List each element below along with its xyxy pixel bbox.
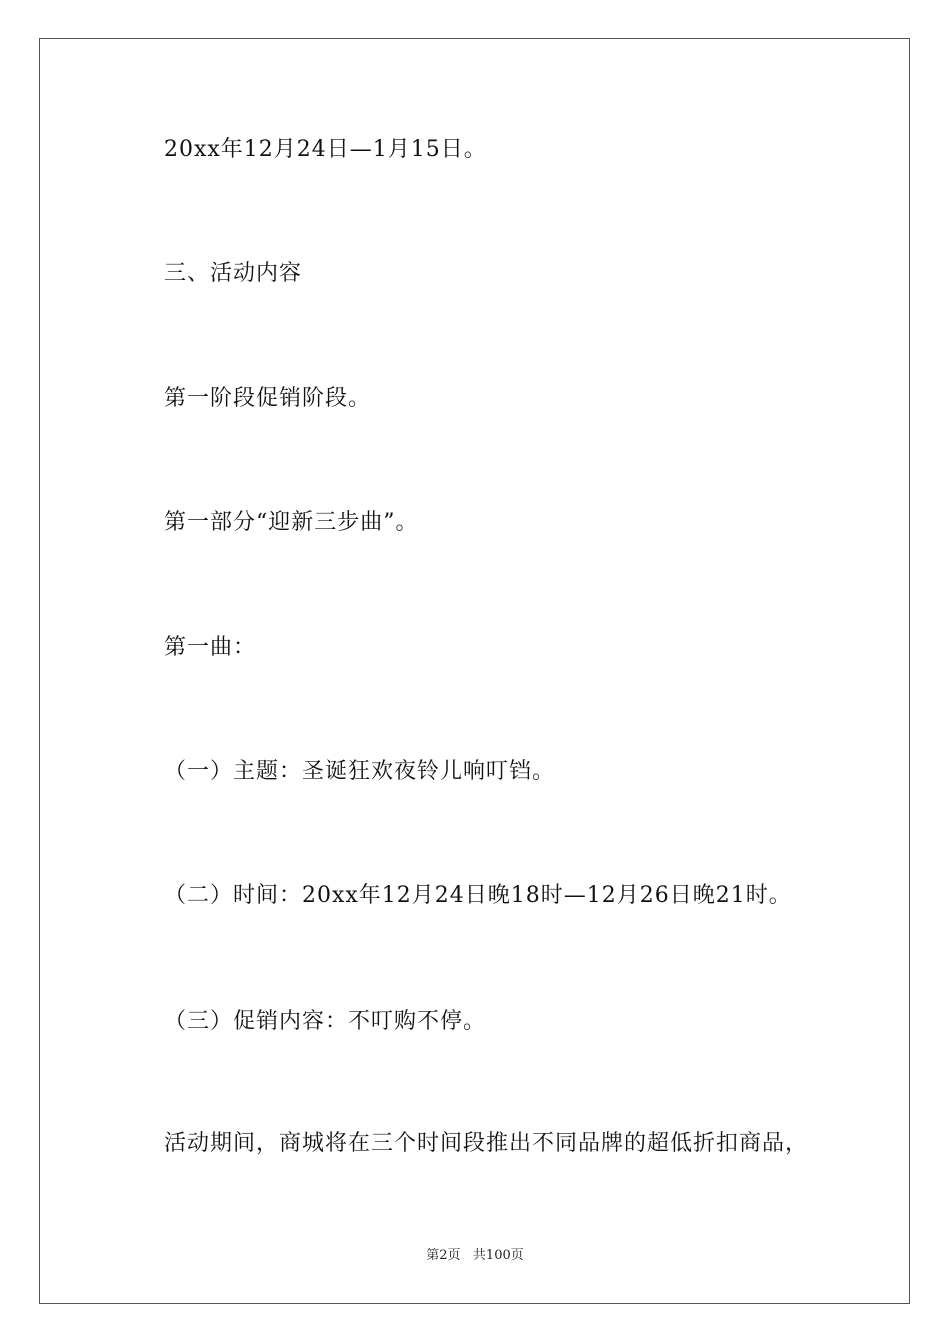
text-line: 20xx年12月24日—1月15日。 bbox=[164, 137, 487, 162]
page-border bbox=[39, 38, 910, 1304]
text-line: 第一部分“迎新三步曲”。 bbox=[164, 510, 419, 535]
text-line: （三）促销内容：不叮购不停。 bbox=[164, 1009, 487, 1034]
page-number-footer: 第2页 共100页 bbox=[426, 1248, 524, 1263]
section-heading: 三、活动内容 bbox=[164, 261, 303, 286]
text-line: 活动期间，商城将在三个时间段推出不同品牌的超低折扣商品， bbox=[164, 1131, 809, 1156]
text-line: （二）时间：20xx年12月24日晚18时—12月26日晚21时。 bbox=[164, 883, 792, 908]
text-line: 第一曲： bbox=[164, 635, 257, 660]
text-line: 第一阶段促销阶段。 bbox=[164, 386, 372, 411]
text-line: （一）主题：圣诞狂欢夜铃儿响叮铛。 bbox=[164, 759, 556, 784]
